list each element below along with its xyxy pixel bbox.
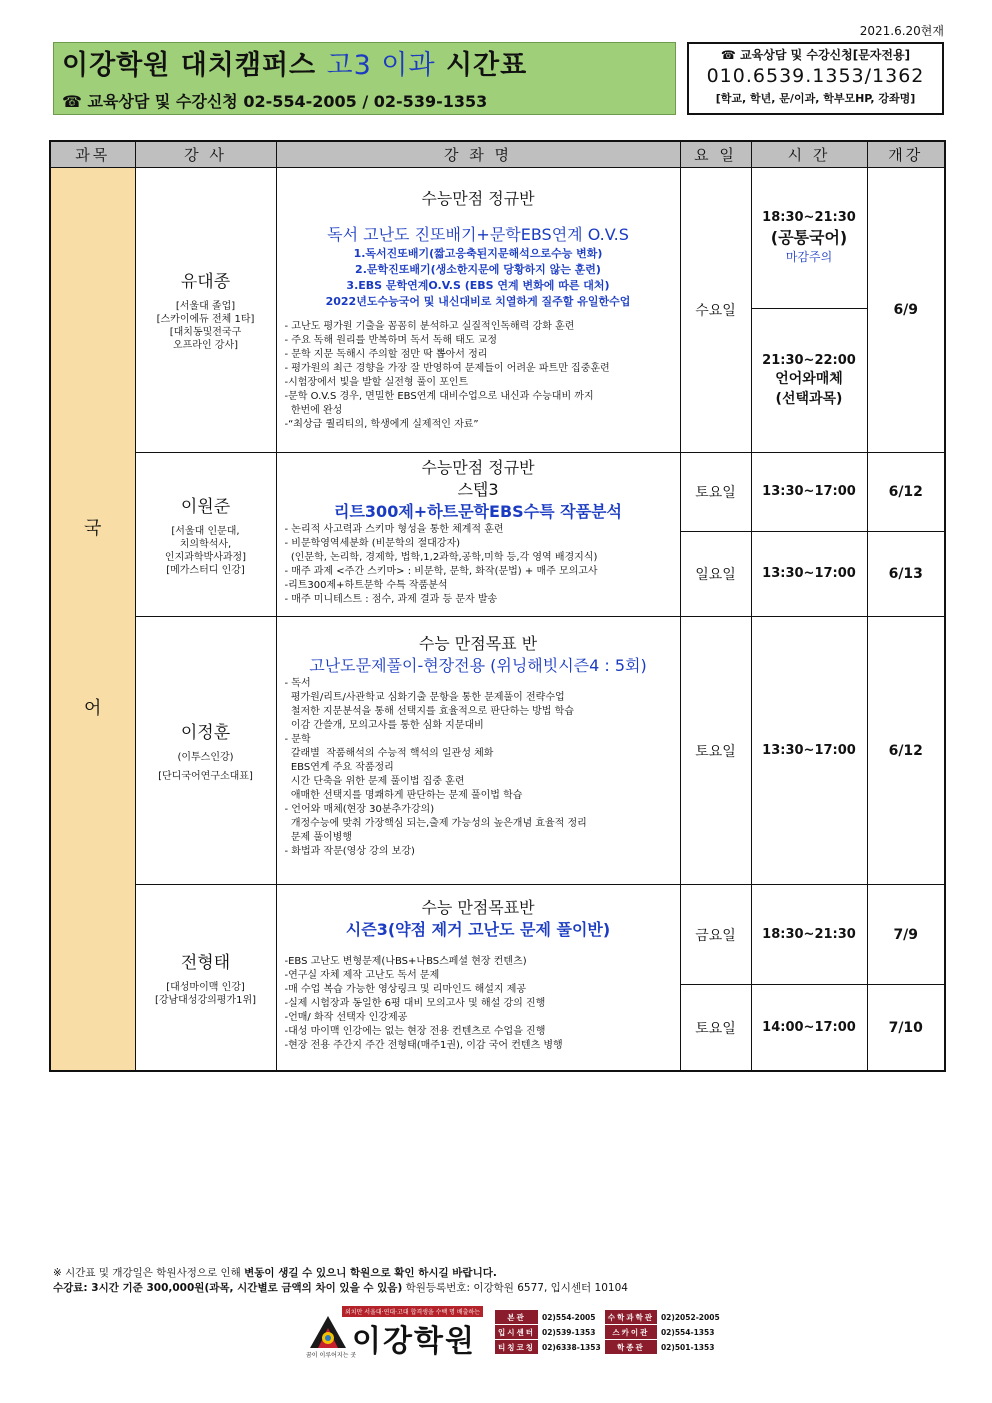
- branch-phone: 02)501-1353: [660, 1342, 715, 1352]
- course-title: 수능만점 정규반: [421, 188, 535, 208]
- teacher-info: [서울대 졸업] [스카이에듀 전체 1타] [대치동및전국구 오프라인 강사]: [156, 301, 255, 352]
- start-cell: 6/12: [867, 616, 945, 884]
- course-bullets: [285, 955, 672, 1053]
- footer-fee: 수강료: 3시간 기준 300,000원(과목, 시간별로 금액의 차이 있을 수 있음) 학원등록번호: 이강학원 6577, 입시센터 10104: [53, 1282, 628, 1294]
- time-cell: [751, 167, 867, 308]
- start-cell: 7/9: [867, 885, 945, 985]
- footer-notice: ※ 시간표 및 개강일은 학원사정으로 인해 변동이 생길 수 있으니 학원으로 확인 하시길 바랍니다.: [53, 1267, 497, 1279]
- course-title: 수능 만점목표반: [421, 898, 535, 918]
- col-header-day: 요 일: [680, 141, 751, 167]
- day-cell: 토요일: [680, 452, 751, 531]
- list-item: 애매한 선택지를 명쾌하게 판단하는 문제 풀이법 학습: [284, 789, 523, 801]
- teacher-name: 이원준: [180, 496, 231, 517]
- document-date: 2021.6.20현재: [859, 24, 944, 38]
- time-cell: [751, 308, 867, 452]
- teacher-info: (이투스인강) [단디국어연구소대표]: [158, 752, 253, 783]
- time-cell: 13:30~17:00: [751, 452, 867, 531]
- col-header-course: 강 좌 명: [276, 141, 680, 167]
- branch-name: 입시센터: [495, 1325, 538, 1339]
- list-item: -“최상급 퀄리티의, 학생에게 실제적인 자료”: [284, 418, 479, 430]
- logo-mark-icon: [306, 1314, 350, 1354]
- list-item: -시험장에서 빛을 발할 실전형 풀이 포인트: [284, 376, 469, 388]
- table-row: [50, 452, 945, 531]
- col-header-teacher: 강 사: [135, 141, 276, 167]
- branch-name: 티칭코칭: [495, 1340, 538, 1354]
- time-cell: 14:00~17:00: [751, 985, 867, 1071]
- list-item: - 매주 미니테스트 : 점수, 과제 결과 등 문자 발송: [284, 593, 498, 605]
- teacher-cell: [135, 167, 276, 452]
- logo-tagline: 외치만 서울대·연대·고대 합격생을 수백 명 배출하는: [342, 1306, 483, 1317]
- teacher-info: [대성마이맥 인강] [강남대성강의평가1위]: [154, 982, 257, 1007]
- day-cell: 수요일: [680, 167, 751, 452]
- course-sub: 1.독서진또배기(짧고응축된지문해석으로수능 변화): [353, 246, 603, 260]
- list-item: 갈래별 작품해석의 수능적 핵석의 일관성 체화: [284, 747, 494, 759]
- course-name: 시즌3(약점 제거 고난도 문제 풀이반): [345, 920, 611, 940]
- list-item: -매 수업 복습 가능한 영상링크 및 리마인드 해설지 제공: [284, 984, 527, 996]
- list-item: 이감 간쓸개, 모의고사를 통한 심화 지문대비: [284, 719, 484, 731]
- time-subject: (선택과목): [775, 390, 843, 407]
- teacher-cell: [135, 452, 276, 616]
- start-cell: 7/10: [867, 985, 945, 1071]
- teacher-name: 유대종: [180, 272, 231, 293]
- day-cell: 금요일: [680, 885, 751, 985]
- course-cell: [276, 452, 680, 616]
- list-item: - 평가원의 최근 경향을 가장 잘 반영하여 문제들이 어려운 파트만 집중훈련: [284, 362, 610, 374]
- page-title: [62, 47, 667, 85]
- list-item: - 매주 과제 <주간 스키마> : 비문학, 문학, 화작(문법) + 매주 모의고사: [284, 565, 598, 577]
- start-cell: 6/13: [867, 531, 945, 616]
- list-item: -리트300제+하트문학 수특 작품분석: [284, 579, 448, 591]
- branch-name: 학종관: [605, 1340, 657, 1354]
- branch-phone-table: [494, 1309, 724, 1355]
- subject-cell: [50, 167, 135, 1071]
- start-cell: 6/9: [867, 167, 945, 452]
- course-name: 고난도문제풀이-현장전용 (위닝해빗시즌4 : 5회): [309, 655, 647, 675]
- title-banner: [53, 42, 676, 115]
- list-item: -실제 시험장과 동일한 6평 대비 모의고사 및 해설 강의 진행: [284, 998, 546, 1010]
- sms-label: ☎ 교육상담 및 수강신청[문자전용]: [720, 48, 911, 62]
- time-subject: 언어와매체: [775, 370, 843, 387]
- course-name: 독서 고난도 진또배기+문학EBS연계 O.V.S: [327, 224, 629, 244]
- start-cell: 6/12: [867, 452, 945, 531]
- footer-notes: [53, 1266, 628, 1296]
- branch-name: 수학과학관: [605, 1310, 657, 1324]
- list-item: - 고난도 평가원 기출을 꼼꼼히 분석하고 실질적인독해력 강화 훈련: [284, 320, 575, 332]
- table-row: [495, 1310, 723, 1324]
- list-item: 문제 풀이병행: [284, 831, 352, 843]
- list-item: 시간 단축을 위한 문제 풀이법 집중 훈련: [284, 775, 465, 787]
- teacher-name: 이정훈: [180, 723, 231, 744]
- day-cell: 일요일: [680, 531, 751, 616]
- time-value: 21:30~22:00: [762, 352, 856, 368]
- time-cell: 13:30~17:00: [751, 616, 867, 884]
- day-cell: 토요일: [680, 616, 751, 884]
- teacher-info: [서울대 인문대, 치의학석사, 인지과학박사과정] [메가스터디 인강]: [164, 525, 247, 576]
- table-row: [50, 885, 945, 985]
- list-item: -EBS 고난도 변형문제(나BS+나BS스페셜 현장 컨텐츠): [284, 956, 527, 968]
- contact-phones: ☎ 교육상담 및 수강신청 02-554-2005 / 02-539-1353: [62, 92, 488, 111]
- academy-logo: [306, 1306, 494, 1358]
- list-item: - 언어와 매체(현장 30분추가강의): [284, 803, 435, 815]
- list-item: -대성 마이맥 인강에는 없는 현장 전용 컨텐츠로 수업을 진행: [284, 1026, 546, 1038]
- teacher-name: 전형태: [180, 953, 231, 974]
- col-header-time: 시 간: [751, 141, 867, 167]
- time-cell: 13:30~17:00: [751, 531, 867, 616]
- table-row: [495, 1325, 723, 1339]
- list-item: - 주요 독해 원리를 반복하며 독서 독해 태도 교정: [284, 334, 498, 346]
- course-title: 수능만점 정규반: [421, 457, 535, 477]
- sms-contact-box: [687, 42, 944, 115]
- sms-fields: [학교, 학년, 문/이과, 학부모HP, 강좌명]: [715, 92, 916, 105]
- course-bullets: [285, 677, 672, 859]
- sms-number: 010.6539.1353/1362: [706, 65, 925, 87]
- deadline-note: 마감주의: [785, 250, 833, 265]
- teacher-cell: [135, 616, 276, 884]
- list-item: -문학 O.V.S 경우, 면밀한 EBS연계 대비수업으로 내신과 수능대비 까지: [284, 390, 594, 402]
- course-name: 리트300제+하트문학EBS수특 작품분석: [334, 501, 622, 521]
- list-item: -현장 전용 주간지 주간 전형태(매주1권), 이감 국어 컨텐츠 병행: [284, 1040, 563, 1052]
- branch-phone: 02)554-1353: [660, 1327, 715, 1337]
- branch-phone: 02)539-1353: [541, 1327, 596, 1337]
- list-item: - 논리적 사고력과 스키마 형성을 통한 체계적 훈련: [284, 523, 504, 535]
- list-item: - 비문학영역세분화 (비문학의 절대강자): [284, 537, 461, 549]
- schedule-table: [49, 140, 946, 1072]
- col-header-start: 개강: [867, 141, 945, 167]
- col-header-subject: 과목: [50, 141, 135, 167]
- course-sub: 3.EBS 문학연계O.V.S (EBS 연계 변화에 따른 대처): [346, 278, 610, 292]
- branch-phone: 02)554-2005: [541, 1312, 596, 1322]
- list-item: EBS연계 주요 작품정리: [284, 761, 394, 773]
- table-header-row: [50, 141, 945, 167]
- logo-name: 이강학원: [352, 1324, 476, 1359]
- branch-name: 스카이관: [605, 1325, 657, 1339]
- list-item: 철저한 지문분석을 통해 선택지를 효율적으로 판단하는 방법 학습: [284, 705, 574, 717]
- list-item: 한번에 완성: [284, 404, 343, 416]
- title-highlight: 고3 이과: [326, 50, 436, 81]
- teacher-cell: [135, 885, 276, 1071]
- course-bullets: [285, 523, 672, 607]
- course-cell: [276, 885, 680, 1071]
- table-row: [50, 616, 945, 884]
- branch-phone: 02)2052-2005: [660, 1312, 720, 1322]
- title-suffix: 시간표: [435, 50, 528, 81]
- course-bullets: [285, 320, 672, 432]
- list-item: (인문학, 논리학, 경제학, 법학,1,2과학,공학,미학 등,각 영역 배경지식): [284, 551, 598, 563]
- list-item: 개정수능에 맞춰 가장핵심 되는,출제 가능성의 높은개념 효율적 정리: [284, 817, 587, 829]
- logo-slogan: 꿈이 이루어지는 곳: [306, 1352, 357, 1359]
- branch-phone: 02)6338-1353: [541, 1342, 601, 1352]
- list-item: - 화법과 작문(영상 강의 보강): [284, 845, 415, 857]
- subject-label: 국 어: [84, 517, 102, 719]
- time-subject: (공통국어): [770, 228, 848, 248]
- course-title: 수능 만점목표 반: [418, 633, 538, 653]
- branch-name: 본관: [495, 1310, 538, 1324]
- time-value: 18:30~21:30: [762, 210, 856, 226]
- time-cell: 18:30~21:30: [751, 885, 867, 985]
- list-item: -연구실 자체 제작 고난도 독서 문제: [284, 970, 440, 982]
- list-item: - 문학 지문 독해시 주의할 점만 딱 뽑아서 정리: [284, 348, 488, 360]
- course-step: 스텝3: [457, 479, 499, 499]
- list-item: - 문학: [284, 733, 311, 745]
- title-prefix: 이강학원 대치캠퍼스: [62, 50, 327, 81]
- course-sub: 2.문학진또배기(생소한지문에 당황하지 않는 훈련): [355, 262, 601, 276]
- list-item: 평가원/리트/사관학교 심화기출 문항을 통한 문제풀이 전략수업: [284, 691, 565, 703]
- day-cell: 토요일: [680, 985, 751, 1071]
- list-item: - 독서: [284, 677, 311, 689]
- course-cell: [276, 167, 680, 452]
- table-row: [50, 167, 945, 308]
- list-item: -언매/ 화작 선택자 인강제공: [284, 1012, 408, 1024]
- course-cell: [276, 616, 680, 884]
- table-row: [495, 1340, 723, 1354]
- course-sub: 2022년도수능국어 및 내신대비로 치열하게 질주할 유일한수업: [325, 294, 631, 308]
